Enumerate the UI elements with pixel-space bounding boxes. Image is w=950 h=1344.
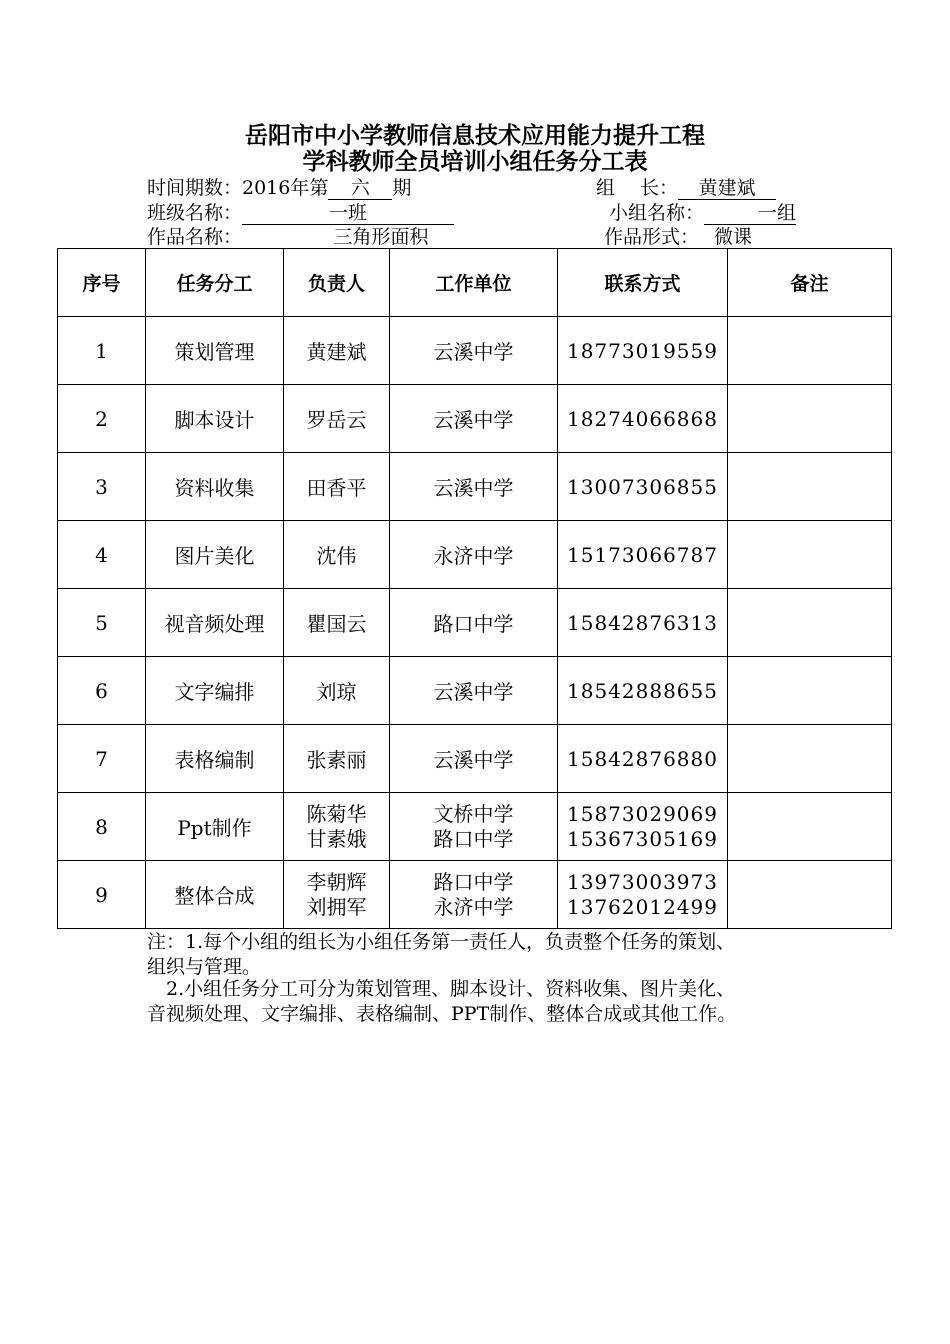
leader-field (596, 176, 776, 200)
row-no: 8 (58, 793, 146, 861)
row-unit: 云溪中学 (390, 453, 558, 521)
group-label: 小组名称： (609, 202, 705, 224)
work-field (147, 225, 520, 249)
note-line-4: 音视频处理、文字编排、表格编制、PPT制作、整体合成或其他工作。 (147, 1003, 737, 1025)
row-phone: 15173066787 (558, 521, 728, 589)
phone-secondary: 13762012499 (567, 894, 718, 919)
phone-primary: 15873029069 (567, 801, 718, 826)
table-row (58, 861, 892, 929)
row-remark (728, 317, 892, 385)
row-no: 2 (58, 385, 146, 453)
header-person: 负责人 (284, 249, 390, 317)
document-title: 岳阳市中小学教师信息技术应用能力提升工程 (245, 123, 705, 149)
header-contact: 联系方式 (558, 249, 728, 317)
row-remark (728, 385, 892, 453)
row-task: 脚本设计 (146, 385, 284, 453)
row-phone: 18542888655 (558, 657, 728, 725)
row-person: 沈伟 (284, 521, 390, 589)
row-remark (728, 657, 892, 725)
table-row (58, 385, 892, 453)
row-unit: 云溪中学 (390, 385, 558, 453)
row-remark (728, 861, 892, 929)
unit-secondary: 路口中学 (433, 826, 514, 851)
leader-label: 组 长： (596, 177, 679, 199)
row-person: 罗岳云 (284, 385, 390, 453)
table-header-row (58, 249, 892, 317)
table-row (58, 521, 892, 589)
row-phone (558, 861, 728, 929)
table-row (58, 725, 892, 793)
row-unit: 永济中学 (390, 521, 558, 589)
table-row (58, 317, 892, 385)
row-person: 瞿国云 (284, 589, 390, 657)
person-primary: 陈菊华 (306, 801, 367, 826)
row-task: 策划管理 (146, 317, 284, 385)
person-primary: 李朝辉 (306, 869, 367, 894)
group-value: 一组 (704, 203, 796, 225)
row-task: 图片美化 (146, 521, 284, 589)
row-unit: 路口中学 (390, 589, 558, 657)
person-secondary: 甘素娥 (306, 826, 367, 851)
row-phone: 15842876313 (558, 589, 728, 657)
row-unit (390, 793, 558, 861)
document-subtitle: 学科教师全员培训小组任务分工表 (302, 149, 648, 175)
row-unit: 云溪中学 (390, 725, 558, 793)
form-label: 作品形式： (604, 226, 700, 248)
row-no: 7 (58, 725, 146, 793)
row-task: 视音频处理 (146, 589, 284, 657)
row-no: 9 (58, 861, 146, 929)
row-no: 1 (58, 317, 146, 385)
table-row (58, 793, 892, 861)
row-task: 表格编制 (146, 725, 284, 793)
row-remark (728, 589, 892, 657)
row-person: 刘琼 (284, 657, 390, 725)
class-value: 一班 (242, 203, 454, 225)
note-line-2: 组织与管理。 (147, 956, 262, 978)
period-field (147, 176, 411, 200)
header-task: 任务分工 (146, 249, 284, 317)
row-unit: 云溪中学 (390, 317, 558, 385)
header-remark: 备注 (728, 249, 892, 317)
period-label: 时间期数：2016年第 (147, 177, 329, 199)
row-no: 6 (58, 657, 146, 725)
row-no: 3 (58, 453, 146, 521)
table-row (58, 657, 892, 725)
task-table (57, 248, 892, 929)
row-task: 资料收集 (146, 453, 284, 521)
row-no: 4 (58, 521, 146, 589)
row-remark (728, 793, 892, 861)
phone-secondary: 15367305169 (567, 826, 718, 851)
header-no: 序号 (58, 249, 146, 317)
row-remark (728, 453, 892, 521)
row-person: 黄建斌 (284, 317, 390, 385)
row-unit: 云溪中学 (390, 657, 558, 725)
note-line-3: 2.小组任务分工可分为策划管理、脚本设计、资料收集、图片美化、 (147, 978, 736, 1000)
row-person (284, 793, 390, 861)
unit-secondary: 永济中学 (433, 894, 514, 919)
table-row (58, 453, 892, 521)
phone-primary: 13973003973 (567, 869, 718, 894)
row-task: Ppt制作 (146, 793, 284, 861)
row-remark (728, 521, 892, 589)
row-phone (558, 793, 728, 861)
row-remark (728, 725, 892, 793)
unit-primary: 文桥中学 (433, 801, 514, 826)
row-person (284, 861, 390, 929)
unit-primary: 路口中学 (433, 869, 514, 894)
work-label: 作品名称： (147, 226, 243, 248)
work-value: 三角形面积 (242, 227, 520, 249)
class-field (147, 201, 454, 225)
period-value: 六 (328, 178, 392, 200)
row-phone: 18274066868 (558, 385, 728, 453)
row-unit (390, 861, 558, 929)
row-task: 文字编排 (146, 657, 284, 725)
leader-value: 黄建斌 (678, 178, 776, 200)
row-person: 张素丽 (284, 725, 390, 793)
header-unit: 工作单位 (390, 249, 558, 317)
row-phone: 18773019559 (558, 317, 728, 385)
period-suffix: 期 (392, 177, 412, 199)
row-no: 5 (58, 589, 146, 657)
row-phone: 15842876880 (558, 725, 728, 793)
group-field (609, 201, 796, 225)
row-person: 田香平 (284, 453, 390, 521)
note-line-1: 注：1.每个小组的组长为小组任务第一责任人，负责整个任务的策划、 (147, 931, 736, 953)
class-label: 班级名称： (147, 202, 243, 224)
person-secondary: 刘拥军 (306, 894, 367, 919)
row-phone: 13007306855 (558, 453, 728, 521)
form-field (604, 225, 767, 249)
row-task: 整体合成 (146, 861, 284, 929)
form-value: 微课 (699, 227, 767, 249)
table-row (58, 589, 892, 657)
